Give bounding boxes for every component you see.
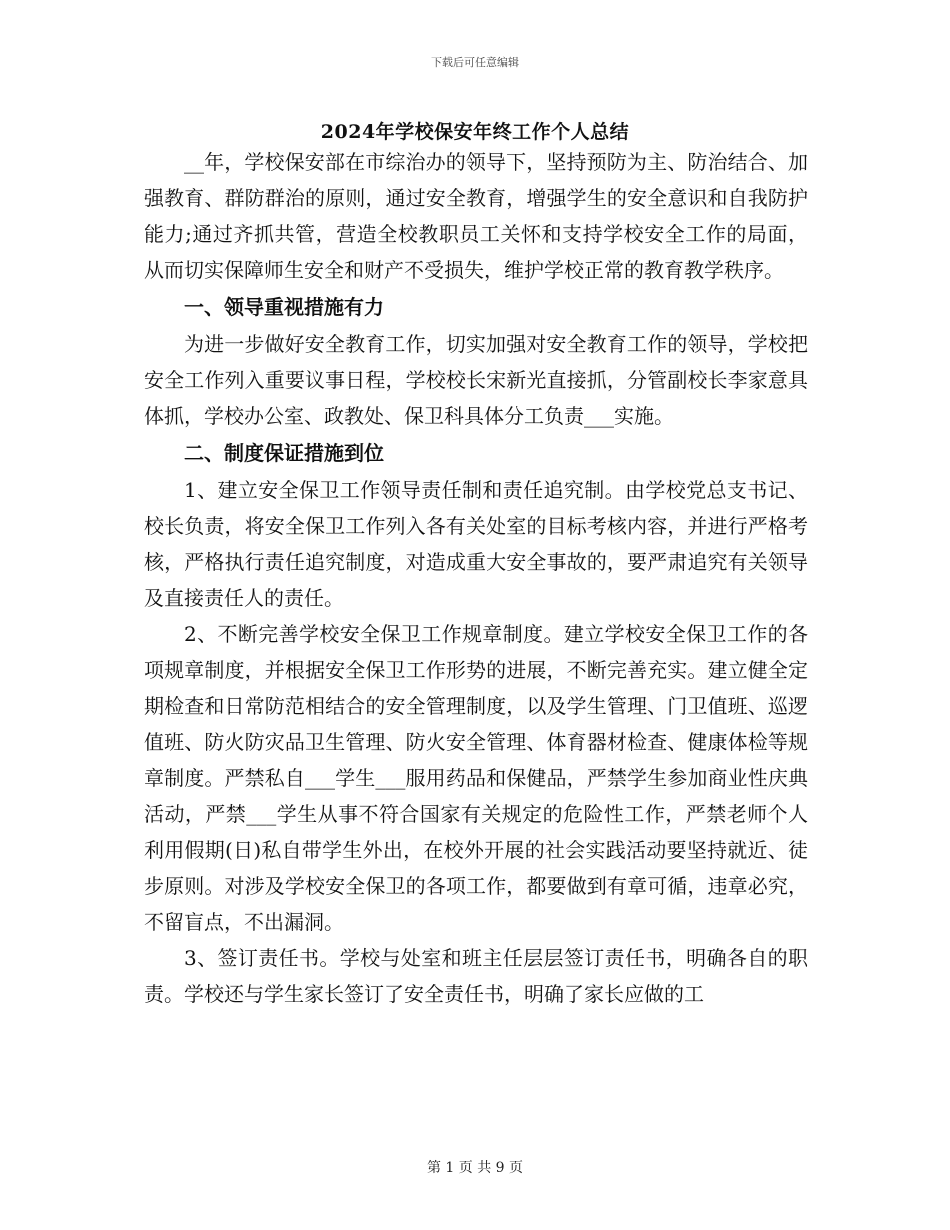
section-heading-2: 二、制度保证措施到位 (184, 441, 384, 465)
item-2-paragraph: 2、不断完善学校安全保卫工作规章制度。建立学校安全保卫工作的各项规章制度，并根据安全保卫工作形势的进展，不断完善充实。建立健全定期检查和日常防范相结合的安全管理制度，以及学生管理、门卫值班、巡逻值班、防火防灾品卫生管理、防火安全管理、体育器材检查、健康体检等规章制度。严禁私自___学生___服用药品和保健品，严禁学生参加商业性庆典活动，严禁___学生从事不符合国家有关规定的危险性工作，严禁老师个人利用假期(日)私自带学生外出，在校外开展的社会实践活动要坚持就近、徒步原则。对涉及学校安全保卫的各项工作，都要做到有章可循，违章必究，不留盲点，不出漏洞。 (144, 622, 808, 934)
intro-paragraph: __年，学校保安部在市综治办的领导下，坚持预防为主、防治结合、加强教育、群防群治的原则，通过安全教育，增强学生的安全意识和自我防护能力;通过齐抓共管，营造全校教职员工关怀和支持学校安全工作的局面，从而切实保障师生安全和财产不受损失，维护学校正常的教育教学秩序。 (144, 150, 808, 282)
download-note: 下载后可任意编辑 (431, 56, 519, 69)
document-title: 2024年学校保安年终工作个人总结 (320, 121, 630, 143)
section-heading-1: 一、领导重视措施有力 (184, 295, 384, 319)
item-1-paragraph: 1、建立安全保卫工作领导责任制和责任追究制。由学校党总支书记、校长负责，将安全保卫工作列入各有关处室的目标考核内容，并进行严格考核，严格执行责任追究制度，对造成重大安全事故的，要严肃追究有关领导及直接责任人的责任。 (144, 478, 808, 610)
section1-paragraph: 为进一步做好安全教育工作，切实加强对安全教育工作的领导，学校把安全工作列入重要议事日程，学校校长宋新光直接抓，分管副校长李家意具体抓，学校办公室、政教处、保卫科具体分工负责___实施。 (144, 332, 808, 428)
item-3-paragraph: 3、签订责任书。学校与处室和班主任层层签订责任书，明确各自的职责。学校还与学生家长签订了安全责任书，明确了家长应做的工 (144, 946, 808, 1006)
document-body (144, 144, 808, 1012)
page-number: 第 1 页 共 9 页 (426, 1160, 524, 1176)
